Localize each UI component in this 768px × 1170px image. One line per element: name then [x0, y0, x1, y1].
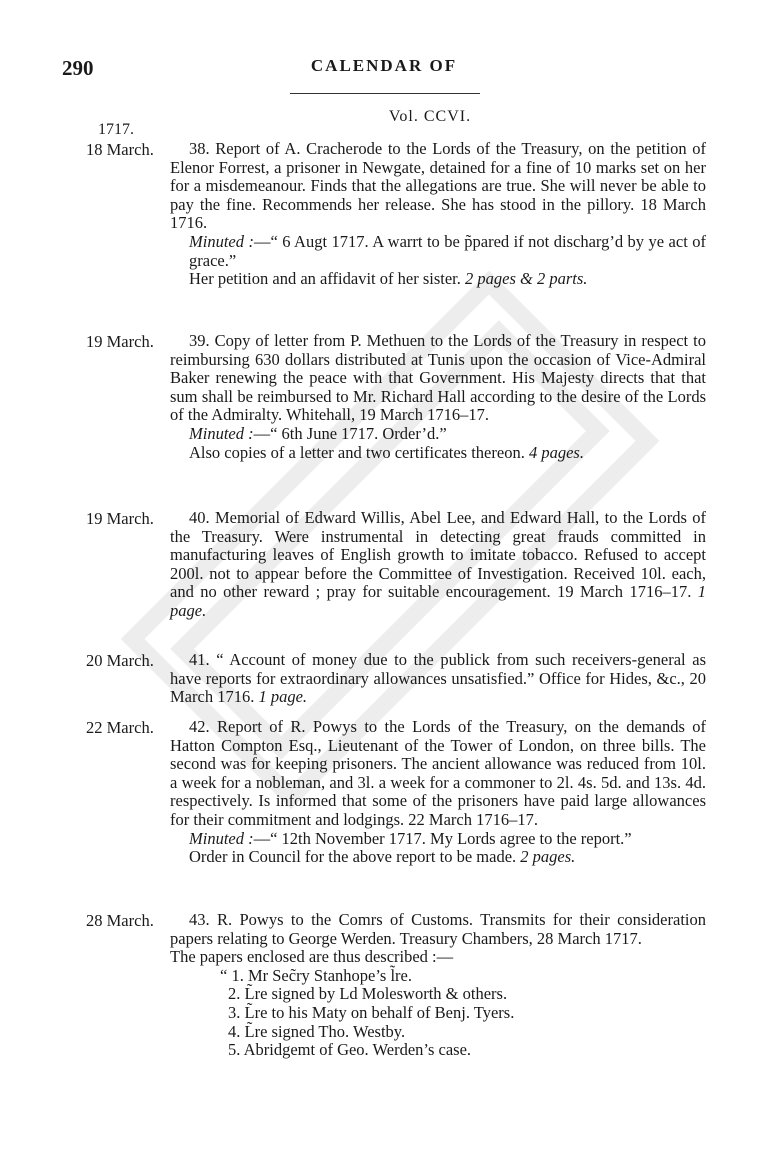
entry-date: 22 March.	[86, 718, 154, 737]
entry-text	[170, 509, 706, 621]
entry-date: 20 March.	[86, 651, 154, 670]
entry-date: 18 March.	[86, 140, 154, 159]
year-label: 1717.	[98, 121, 134, 138]
entry-text: 39. Copy of letter from P. Methuen to the Lords of the Treasury in respect to reimbursing 630 dollars distributed at Tunis upon the occasion of Vice-Admiral Baker renewing the peace with that Government. His Majesty directs that that sum shall be reimbursed to Mr. Richard Hall according to the desire of the Lords of the Admiralty. Whitehall, 19 March 1716–17.	[170, 331, 706, 425]
extent-text: 2 pages.	[520, 847, 576, 867]
entry-text: 42. Report of R. Powys to the Lords of the Treasury, on the demands of Hatton Compton Esq., Lieutenant of the Tower of London, on three bills. The second was for keeping prisoners. The ancient allowance was reduced from 10l. a week for a nobleman, and 3l. a week for a commoner to 2l. 4s. 5d. and 13s. 4d. respectively. Is informed that some of the prisoners have paid large allowances for their commitment and lodgings. 22 March 1716–17.	[170, 717, 706, 829]
enclosure-text: Also copies of a letter and two certificates thereon.	[189, 442, 525, 462]
extent-text: 1 page.	[170, 582, 707, 620]
extent-text: 4 pages.	[528, 442, 584, 462]
minute-text: —“ 12th November 1717. My Lords agree to the report.”	[253, 828, 632, 848]
entry-date: 19 March.	[86, 332, 154, 351]
entry-body	[170, 911, 706, 1060]
enclosure-text: Her petition and an affidavit of her sister.	[189, 269, 461, 289]
minute-text: —“ 6 Augt 1717. A warrt to be p̃pared if not discharg’d by ye act of grace.”	[189, 231, 706, 270]
header-rule	[290, 93, 480, 94]
list-item: 2. L̃re signed by Ld Molesworth & others.	[228, 984, 508, 1004]
page-number: 290	[62, 56, 94, 80]
entry-text-span: 41. “ Account of money due to the publick from such receivers-general as have reports for extraordinary allowances unsatisfied.” Office for Hides, &c., 20 March 1716.	[170, 650, 706, 707]
minute-line	[189, 830, 706, 849]
description-intro: The papers enclosed are thus described :—	[170, 947, 454, 967]
minute-line	[189, 425, 706, 444]
list-item: “ 1. Mr Sec̃ry Stanhope’s l̃re.	[220, 965, 412, 985]
entry-text: 43. R. Powys to the Comrs of Customs. Transmits for their consideration papers relating to George Werden. Treasury Chambers, 28 March 1717.	[170, 910, 706, 948]
minute-label: Minuted :	[189, 231, 254, 251]
entry-text: 38. Report of A. Cracherode to the Lords of the Treasury, on the petition of Elenor Forrest, a prisoner in Newgate, detained for a fine of 10 marks set on her for a misdemeanour. Finds that the allegations are true. She will never be able to pay the fine. Recommends her release. She has stood in the pillory. 18 March 1716.	[170, 139, 706, 233]
extent-text: 2 pages & 2 parts.	[465, 269, 588, 289]
minute-label: Minuted :	[189, 828, 254, 848]
enclosure-line	[189, 444, 706, 463]
minute-line	[189, 233, 706, 270]
list-item: 5. Abridgemt of Geo. Werden’s case.	[228, 1040, 472, 1060]
entry-body	[170, 718, 706, 867]
volume-heading: Vol. CCVI.	[388, 108, 472, 125]
entry-body	[170, 509, 706, 621]
enclosure-line	[189, 848, 706, 867]
entry-body	[170, 140, 706, 289]
running-title: CALENDAR OF	[310, 56, 458, 75]
list-item: 3. L̃re to his Maty on behalf of Benj. Tyers.	[228, 1002, 515, 1022]
entry-text-span: 40. Memorial of Edward Willis, Abel Lee, and Edward Hall, to the Lords of the Treasury. Were instrumental in detecting great frauds committed in manufacturing leaves of English growth to imitate tobacco. Refused to accept 200l. not to appear before the Committee of Investigation. Received 10l. each, and no other reward ; pray for suitable encouragement. 19 March 1716–17.	[170, 508, 706, 602]
enclosure-line	[189, 270, 706, 289]
extent-text: 1 page.	[258, 687, 308, 707]
papers-list	[220, 965, 706, 1060]
entry-date: 19 March.	[86, 509, 154, 528]
list-item: 4. L̃re signed Tho. Westby.	[228, 1021, 406, 1041]
enclosure-text: Order in Council for the above report to be made.	[189, 847, 517, 867]
entry-body	[170, 651, 706, 707]
entry-text	[170, 651, 706, 707]
entry-body	[170, 332, 706, 462]
minute-label: Minuted :	[189, 423, 254, 443]
entry-date: 28 March.	[86, 911, 154, 930]
minute-text: —“ 6th June 1717. Order’d.”	[253, 423, 447, 443]
